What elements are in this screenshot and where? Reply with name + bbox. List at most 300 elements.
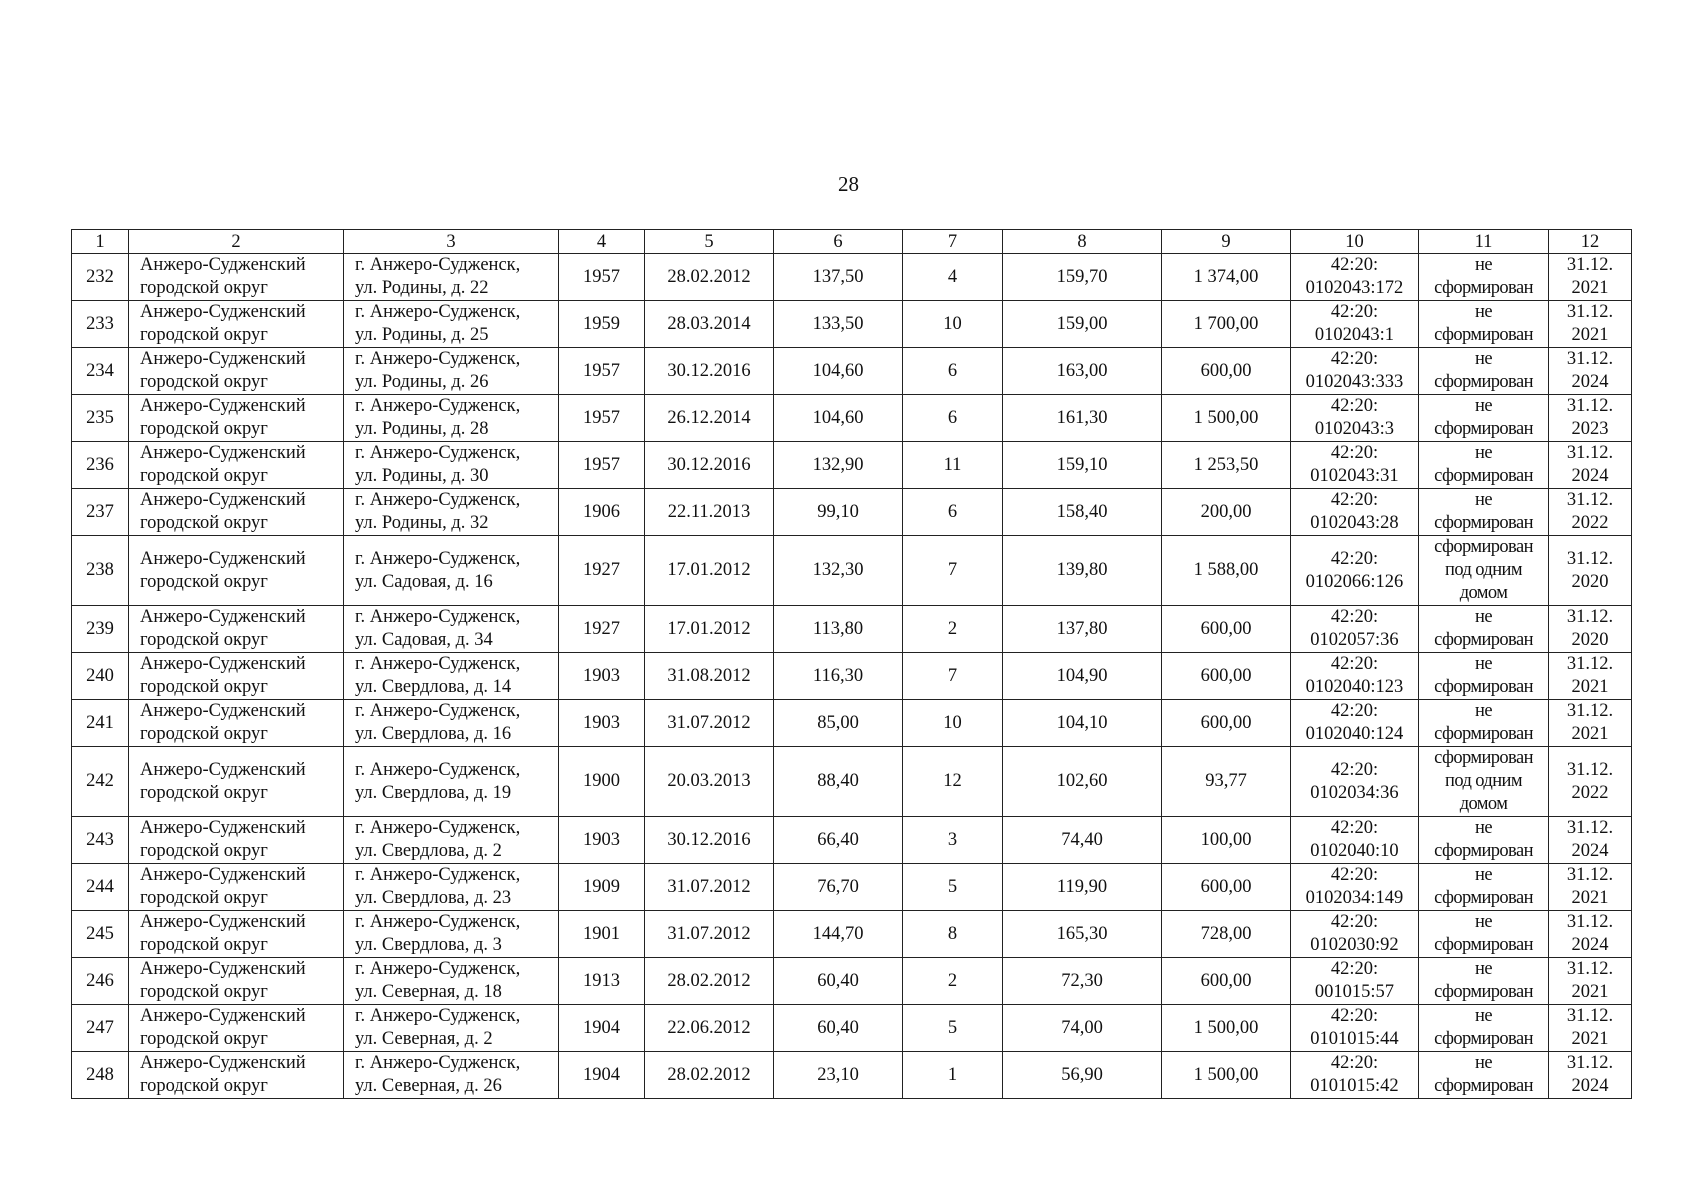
year-cell: 1900 [559, 747, 645, 817]
value-col8-cell: 102,60 [1003, 747, 1162, 817]
value-col6-cell: 132,30 [774, 536, 903, 606]
year-cell: 1903 [559, 700, 645, 747]
table-row [72, 442, 1632, 489]
municipality-cell [129, 653, 344, 700]
table-row [72, 536, 1632, 606]
deadline-cell-line: 2022 [1571, 782, 1609, 803]
value-col9-cell: 600,00 [1162, 958, 1291, 1005]
land-status-cell [1419, 606, 1549, 653]
deadline-cell-line: 2021 [1571, 1029, 1609, 1049]
value-col9-cell: 600,00 [1162, 348, 1291, 395]
value-col6-cell: 104,60 [774, 395, 903, 442]
address-cell [344, 606, 559, 653]
table-row [72, 348, 1632, 395]
cadastral-number-cell-line: 42:20: [1330, 396, 1379, 416]
cadastral-number-cell-line: 42:20: [1330, 759, 1379, 780]
value-col8-cell: 119,90 [1003, 864, 1162, 911]
cadastral-number-cell-line: 42:20: [1330, 959, 1379, 979]
row-number: 248 [72, 1052, 129, 1099]
address-cell-line: ул. Родины, д. 22 [355, 278, 489, 298]
municipality-cell-line: Анжеро-Судженский [140, 1006, 306, 1026]
value-col9-cell: 600,00 [1162, 864, 1291, 911]
land-status-cell-line: не [1475, 959, 1492, 979]
cadastral-number-cell-line: 0102030:92 [1310, 935, 1399, 955]
land-status-cell [1419, 958, 1549, 1005]
value-col7-cell: 2 [903, 606, 1003, 653]
municipality-cell-line: Анжеро-Судженский [140, 759, 306, 780]
land-status-cell-line: не [1475, 490, 1492, 510]
value-col8-cell: 139,80 [1003, 536, 1162, 606]
cadastral-number-cell [1291, 864, 1419, 911]
table-row [72, 301, 1632, 348]
deadline-cell [1549, 958, 1632, 1005]
deadline-cell-line: 31.12. [1566, 912, 1614, 932]
address-cell-line: г. Анжеро-Судженск, [355, 865, 521, 885]
deadline-cell-line: 2024 [1571, 1076, 1609, 1096]
municipality-cell [129, 606, 344, 653]
column-header: 9 [1162, 230, 1291, 254]
row-number: 235 [72, 395, 129, 442]
value-col6-cell: 137,50 [774, 254, 903, 301]
date-cell: 30.12.2016 [645, 817, 774, 864]
row-number: 238 [72, 536, 129, 606]
land-status-cell-line: под одним [1445, 771, 1522, 791]
cadastral-number-cell-line: 42:20: [1330, 912, 1379, 932]
year-cell: 1927 [559, 536, 645, 606]
address-cell-line: ул. Свердлова, д. 16 [355, 724, 512, 744]
deadline-cell-line: 2024 [1571, 466, 1609, 486]
deadline-cell-line: 2021 [1571, 724, 1609, 744]
cadastral-number-cell [1291, 958, 1419, 1005]
land-status-cell [1419, 1052, 1549, 1099]
address-cell-line: г. Анжеро-Судженск, [355, 701, 521, 721]
address-cell [344, 864, 559, 911]
value-col9-cell: 728,00 [1162, 911, 1291, 958]
value-col7-cell: 7 [903, 653, 1003, 700]
cadastral-number-cell-line: 42:20: [1330, 818, 1379, 838]
column-header: 4 [559, 230, 645, 254]
land-status-cell-line: сформирован [1434, 466, 1533, 486]
address-cell [344, 911, 559, 958]
table-row [72, 653, 1632, 700]
row-number: 233 [72, 301, 129, 348]
deadline-cell [1549, 442, 1632, 489]
date-cell: 17.01.2012 [645, 606, 774, 653]
land-status-cell-line: не [1475, 701, 1492, 721]
value-col7-cell: 10 [903, 301, 1003, 348]
cadastral-number-cell-line: 0102043:333 [1305, 372, 1404, 392]
land-status-cell [1419, 395, 1549, 442]
address-cell-line: г. Анжеро-Судженск, [355, 759, 521, 780]
row-number: 232 [72, 254, 129, 301]
land-status-cell-line: не [1475, 1053, 1492, 1073]
land-status-cell-line: не [1475, 912, 1492, 932]
land-status-cell [1419, 653, 1549, 700]
value-col7-cell: 6 [903, 395, 1003, 442]
municipality-cell-line: городской округ [140, 278, 268, 298]
value-col9-cell: 1 500,00 [1162, 395, 1291, 442]
municipality-cell [129, 395, 344, 442]
date-cell: 28.02.2012 [645, 1052, 774, 1099]
cadastral-number-cell-line: 42:20: [1330, 701, 1379, 721]
cadastral-number-cell-line: 001015:57 [1314, 982, 1395, 1002]
year-cell: 1957 [559, 254, 645, 301]
cadastral-number-cell-line: 42:20: [1330, 548, 1379, 569]
municipality-cell-line: городской округ [140, 841, 268, 861]
cadastral-number-cell [1291, 606, 1419, 653]
address-cell [344, 747, 559, 817]
value-col9-cell: 600,00 [1162, 653, 1291, 700]
address-cell-line: ул. Северная, д. 2 [355, 1029, 493, 1049]
land-status-cell-line: не [1475, 302, 1492, 322]
land-status-cell-line: не [1475, 865, 1492, 885]
address-cell [344, 489, 559, 536]
municipality-cell-line: Анжеро-Судженский [140, 607, 306, 627]
cadastral-number-cell-line: 0102040:123 [1305, 677, 1404, 697]
address-cell-line: г. Анжеро-Судженск, [355, 349, 521, 369]
address-cell [344, 1005, 559, 1052]
address-cell-line: г. Анжеро-Судженск, [355, 1006, 521, 1026]
value-col8-cell: 161,30 [1003, 395, 1162, 442]
deadline-cell-line: 31.12. [1566, 349, 1614, 369]
deadline-cell-line: 2021 [1571, 982, 1609, 1002]
value-col9-cell: 1 253,50 [1162, 442, 1291, 489]
value-col8-cell: 137,80 [1003, 606, 1162, 653]
address-cell [344, 700, 559, 747]
cadastral-number-cell-line: 42:20: [1330, 607, 1379, 627]
address-cell-line: г. Анжеро-Судженск, [355, 396, 521, 416]
address-cell-line: ул. Северная, д. 18 [355, 982, 502, 1002]
column-header: 2 [129, 230, 344, 254]
municipality-cell [129, 442, 344, 489]
land-status-cell [1419, 442, 1549, 489]
cadastral-number-cell [1291, 395, 1419, 442]
row-number: 242 [72, 747, 129, 817]
column-header: 12 [1549, 230, 1632, 254]
municipality-cell [129, 817, 344, 864]
deadline-cell-line: 31.12. [1566, 701, 1614, 721]
address-cell-line: г. Анжеро-Судженск, [355, 490, 521, 510]
year-cell: 1901 [559, 911, 645, 958]
cadastral-number-cell [1291, 747, 1419, 817]
date-cell: 31.07.2012 [645, 700, 774, 747]
address-cell-line: ул. Родины, д. 26 [355, 372, 489, 392]
column-header: 6 [774, 230, 903, 254]
deadline-cell-line: 31.12. [1566, 396, 1614, 416]
deadline-cell [1549, 817, 1632, 864]
municipality-cell [129, 254, 344, 301]
cadastral-number-cell-line: 0102057:36 [1310, 630, 1399, 650]
deadline-cell-line: 31.12. [1566, 959, 1614, 979]
deadline-cell-line: 2020 [1571, 630, 1609, 650]
value-col9-cell: 100,00 [1162, 817, 1291, 864]
year-cell: 1957 [559, 442, 645, 489]
cadastral-number-cell [1291, 254, 1419, 301]
deadline-cell-line: 31.12. [1566, 818, 1614, 838]
year-cell: 1957 [559, 348, 645, 395]
municipality-cell-line: Анжеро-Судженский [140, 349, 306, 369]
year-cell: 1903 [559, 817, 645, 864]
deadline-cell-line: 31.12. [1566, 865, 1614, 885]
address-cell-line: ул. Свердлова, д. 14 [355, 677, 512, 697]
date-cell: 20.03.2013 [645, 747, 774, 817]
municipality-cell-line: городской округ [140, 630, 268, 650]
year-cell: 1904 [559, 1005, 645, 1052]
address-cell-line: г. Анжеро-Судженск, [355, 1053, 521, 1073]
value-col9-cell: 200,00 [1162, 489, 1291, 536]
municipality-cell-line: Анжеро-Судженский [140, 701, 306, 721]
column-header: 7 [903, 230, 1003, 254]
land-status-cell [1419, 700, 1549, 747]
municipality-cell-line: Анжеро-Судженский [140, 865, 306, 885]
date-cell: 22.06.2012 [645, 1005, 774, 1052]
land-status-cell-line: сформирован [1434, 1029, 1533, 1049]
municipality-cell-line: Анжеро-Судженский [140, 396, 306, 416]
address-cell-line: г. Анжеро-Судженск, [355, 959, 521, 979]
land-status-cell-line: не [1475, 818, 1492, 838]
deadline-cell-line: 2020 [1571, 571, 1609, 592]
address-cell-line: ул. Свердлова, д. 3 [355, 935, 502, 955]
address-cell [344, 536, 559, 606]
value-col7-cell: 5 [903, 1005, 1003, 1052]
municipality-cell-line: Анжеро-Судженский [140, 912, 306, 932]
value-col8-cell: 163,00 [1003, 348, 1162, 395]
value-col6-cell: 88,40 [774, 747, 903, 817]
address-cell-line: ул. Северная, д. 26 [355, 1076, 502, 1096]
address-cell-line: ул. Свердлова, д. 19 [355, 782, 512, 803]
address-cell-line: г. Анжеро-Судженск, [355, 818, 521, 838]
date-cell: 31.07.2012 [645, 911, 774, 958]
address-cell-line: г. Анжеро-Судженск, [355, 255, 521, 275]
cadastral-number-cell-line: 0101015:44 [1310, 1029, 1399, 1049]
value-col8-cell: 72,30 [1003, 958, 1162, 1005]
deadline-cell [1549, 700, 1632, 747]
row-number: 247 [72, 1005, 129, 1052]
deadline-cell-line: 31.12. [1566, 1006, 1614, 1026]
municipality-cell-line: городской округ [140, 372, 268, 392]
address-cell [344, 254, 559, 301]
land-status-cell [1419, 489, 1549, 536]
deadline-cell [1549, 536, 1632, 606]
address-cell [344, 958, 559, 1005]
deadline-cell-line: 2022 [1571, 513, 1609, 533]
column-header: 5 [645, 230, 774, 254]
deadline-cell [1549, 1052, 1632, 1099]
value-col7-cell: 10 [903, 700, 1003, 747]
deadline-cell [1549, 606, 1632, 653]
date-cell: 26.12.2014 [645, 395, 774, 442]
municipality-cell [129, 911, 344, 958]
cadastral-number-cell-line: 42:20: [1330, 443, 1379, 463]
value-col6-cell: 60,40 [774, 958, 903, 1005]
value-col6-cell: 144,70 [774, 911, 903, 958]
address-cell [344, 442, 559, 489]
municipality-cell [129, 489, 344, 536]
value-col6-cell: 76,70 [774, 864, 903, 911]
cadastral-number-cell [1291, 1005, 1419, 1052]
land-status-cell-line: не [1475, 654, 1492, 674]
address-cell-line: г. Анжеро-Судженск, [355, 607, 521, 627]
row-number: 244 [72, 864, 129, 911]
deadline-cell-line: 31.12. [1566, 302, 1614, 322]
address-cell-line: ул. Родины, д. 28 [355, 419, 489, 439]
date-cell: 22.11.2013 [645, 489, 774, 536]
land-status-cell-line: сформирован [1434, 1076, 1533, 1096]
land-status-cell-line: сформирован [1434, 935, 1533, 955]
land-status-cell [1419, 301, 1549, 348]
cadastral-number-cell-line: 42:20: [1330, 490, 1379, 510]
address-cell-line: ул. Свердлова, д. 2 [355, 841, 502, 861]
value-col7-cell: 6 [903, 348, 1003, 395]
date-cell: 28.02.2012 [645, 958, 774, 1005]
address-cell-line: г. Анжеро-Судженск, [355, 302, 521, 322]
value-col9-cell: 1 700,00 [1162, 301, 1291, 348]
deadline-cell-line: 31.12. [1566, 607, 1614, 627]
row-number: 246 [72, 958, 129, 1005]
cadastral-number-cell [1291, 1052, 1419, 1099]
date-cell: 17.01.2012 [645, 536, 774, 606]
land-status-cell [1419, 817, 1549, 864]
year-cell: 1959 [559, 301, 645, 348]
address-cell-line: ул. Родины, д. 30 [355, 466, 489, 486]
date-cell: 28.02.2012 [645, 254, 774, 301]
address-cell-line: ул. Родины, д. 32 [355, 513, 489, 533]
land-status-cell-line: не [1475, 396, 1492, 416]
table-row [72, 1005, 1632, 1052]
cadastral-number-cell-line: 0102043:1 [1314, 325, 1395, 345]
value-col8-cell: 159,00 [1003, 301, 1162, 348]
value-col6-cell: 113,80 [774, 606, 903, 653]
deadline-cell-line: 31.12. [1566, 654, 1614, 674]
value-col7-cell: 6 [903, 489, 1003, 536]
cadastral-number-cell-line: 42:20: [1330, 865, 1379, 885]
cadastral-number-cell-line: 0102040:124 [1305, 724, 1404, 744]
municipality-cell-line: городской округ [140, 982, 268, 1002]
land-status-cell [1419, 911, 1549, 958]
address-cell-line: ул. Родины, д. 25 [355, 325, 489, 345]
value-col8-cell: 56,90 [1003, 1052, 1162, 1099]
table-row [72, 489, 1632, 536]
cadastral-number-cell [1291, 442, 1419, 489]
address-cell [344, 348, 559, 395]
value-col6-cell: 85,00 [774, 700, 903, 747]
municipality-cell-line: городской округ [140, 724, 268, 744]
deadline-cell [1549, 653, 1632, 700]
municipality-cell-line: городской округ [140, 888, 268, 908]
deadline-cell [1549, 489, 1632, 536]
municipality-cell [129, 348, 344, 395]
address-cell-line: г. Анжеро-Судженск, [355, 654, 521, 674]
municipality-cell [129, 700, 344, 747]
cadastral-number-cell [1291, 700, 1419, 747]
value-col6-cell: 66,40 [774, 817, 903, 864]
deadline-cell-line: 31.12. [1566, 443, 1614, 463]
year-cell: 1913 [559, 958, 645, 1005]
municipality-cell-line: Анжеро-Судженский [140, 1053, 306, 1073]
municipality-cell [129, 864, 344, 911]
cadastral-number-cell [1291, 653, 1419, 700]
address-cell [344, 817, 559, 864]
deadline-cell-line: 2021 [1571, 278, 1609, 298]
value-col9-cell: 1 374,00 [1162, 254, 1291, 301]
address-cell [344, 395, 559, 442]
page-number: 28 [838, 172, 859, 196]
date-cell: 30.12.2016 [645, 442, 774, 489]
deadline-cell [1549, 911, 1632, 958]
municipality-cell [129, 958, 344, 1005]
table-row [72, 254, 1632, 301]
address-cell-line: г. Анжеро-Судженск, [355, 912, 521, 932]
registry-table [71, 229, 1632, 1099]
column-header: 3 [344, 230, 559, 254]
value-col9-cell: 1 500,00 [1162, 1005, 1291, 1052]
row-number: 236 [72, 442, 129, 489]
deadline-cell-line: 31.12. [1566, 759, 1614, 780]
land-status-cell [1419, 348, 1549, 395]
deadline-cell-line: 2021 [1571, 677, 1609, 697]
value-col7-cell: 7 [903, 536, 1003, 606]
cadastral-number-cell-line: 0102043:172 [1305, 278, 1404, 298]
land-status-cell-line: сформирован [1434, 724, 1533, 744]
address-cell [344, 301, 559, 348]
municipality-cell-line: городской округ [140, 325, 268, 345]
table-row [72, 958, 1632, 1005]
value-col6-cell: 116,30 [774, 653, 903, 700]
deadline-cell-line: 2023 [1571, 419, 1609, 439]
value-col7-cell: 1 [903, 1052, 1003, 1099]
value-col9-cell: 1 588,00 [1162, 536, 1291, 606]
deadline-cell-line: 2024 [1571, 935, 1609, 955]
municipality-cell-line: городской округ [140, 1029, 268, 1049]
deadline-cell-line: 2024 [1571, 372, 1609, 392]
value-col9-cell: 93,77 [1162, 747, 1291, 817]
land-status-cell-line: сформирован [1434, 325, 1533, 345]
municipality-cell-line: городской округ [140, 782, 268, 803]
table-row [72, 700, 1632, 747]
year-cell: 1906 [559, 489, 645, 536]
cadastral-number-cell-line: 42:20: [1330, 302, 1379, 322]
municipality-cell-line: Анжеро-Судженский [140, 654, 306, 674]
date-cell: 28.03.2014 [645, 301, 774, 348]
land-status-cell-line: сформирован [1434, 841, 1533, 861]
column-header: 10 [1291, 230, 1419, 254]
table-row [72, 864, 1632, 911]
cadastral-number-cell [1291, 536, 1419, 606]
deadline-cell [1549, 747, 1632, 817]
row-number: 237 [72, 489, 129, 536]
value-col8-cell: 165,30 [1003, 911, 1162, 958]
deadline-cell [1549, 348, 1632, 395]
cadastral-number-cell-line: 0102043:3 [1314, 419, 1395, 439]
deadline-cell [1549, 864, 1632, 911]
municipality-cell [129, 301, 344, 348]
municipality-cell-line: Анжеро-Судженский [140, 255, 306, 275]
value-col6-cell: 60,40 [774, 1005, 903, 1052]
address-cell-line: ул. Садовая, д. 34 [355, 630, 493, 650]
deadline-cell-line: 31.12. [1566, 255, 1614, 275]
table-row [72, 747, 1632, 817]
deadline-cell [1549, 301, 1632, 348]
cadastral-number-cell-line: 0102034:149 [1305, 888, 1404, 908]
municipality-cell-line: городской округ [140, 571, 268, 592]
value-col8-cell: 74,00 [1003, 1005, 1162, 1052]
municipality-cell [129, 536, 344, 606]
cadastral-number-cell-line: 0101015:42 [1310, 1076, 1399, 1096]
municipality-cell-line: Анжеро-Судженский [140, 302, 306, 322]
address-cell-line: ул. Свердлова, д. 23 [355, 888, 512, 908]
land-status-cell-line: сформирован [1434, 513, 1533, 533]
land-status-cell [1419, 536, 1549, 606]
